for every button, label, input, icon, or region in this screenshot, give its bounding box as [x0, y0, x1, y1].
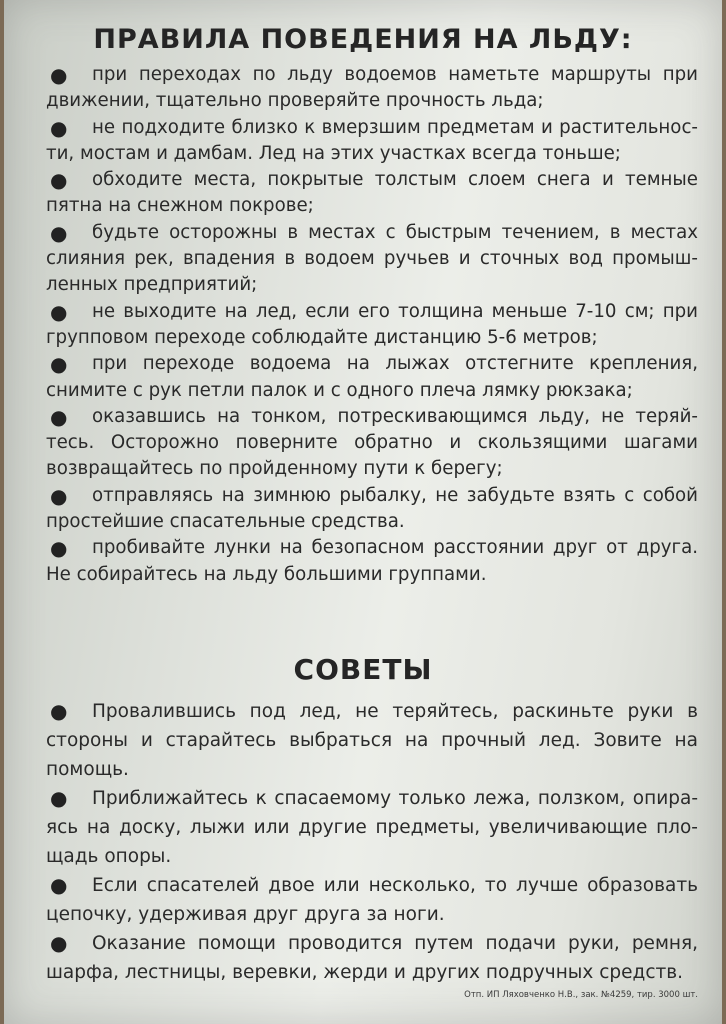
list-item	[46, 62, 698, 115]
rule-text: обходите места, покрытые толстым слоем снега и темные пятна на снежном покрове;	[46, 169, 698, 217]
rule-text: при переходе водоема на лыжах отстегните крепления, снимите с рук петли палок и с одного плеча лямку рюкзака;	[46, 353, 698, 401]
bullet-icon: ●	[50, 115, 68, 140]
bullet-icon: ●	[50, 352, 68, 377]
bullet-icon: ●	[50, 220, 68, 245]
list-item	[46, 115, 698, 168]
tips-list	[46, 697, 698, 987]
list-item	[46, 351, 698, 404]
bullet-icon: ●	[50, 931, 68, 955]
bullet-icon: ●	[50, 168, 68, 193]
rule-text: при переходах по льду водоемов наметьте маршруты при движении, тщательно проверяйте прочность льда;	[46, 64, 698, 112]
rule-text: пробивайте лунки на безопасном расстоянии друг от друга. Не собирайтесь на льду большими группами.	[46, 537, 698, 585]
list-item	[46, 784, 698, 871]
bullet-icon: ●	[50, 299, 68, 324]
bullet-icon: ●	[50, 699, 68, 723]
rules-title: ПРАВИЛА ПОВЕДЕНИЯ НА ЛЬДУ:	[93, 24, 633, 55]
rule-text: отправляясь на зимнюю рыбалку, не забудьте взять с собой простейшие спасательные средства.	[46, 484, 698, 533]
list-item	[46, 535, 698, 588]
tips-title: СОВЕТЫ	[293, 653, 433, 686]
list-item	[46, 697, 698, 784]
bullet-icon: ●	[50, 786, 68, 810]
rule-text: оказавшись на тонком, потрескивающимся льду, не теряй-тесь. Осторожно поверните обратно и скользящими шагами возвращайтесь по пройденному пути к берегу;	[46, 405, 698, 480]
list-item	[46, 404, 698, 483]
tip-text: Приближайтесь к спасаемому только лежа, ползком, опира-ясь на доску, лыжи или другие предметы, увеличивающие пло-щадь опоры.	[46, 788, 698, 867]
bullet-icon: ●	[50, 404, 68, 429]
list-item	[46, 220, 698, 299]
tip-text: Провалившись под лед, не теряйтесь, раскиньте руки в стороны и старайтесь выбраться на прочный лед. Зовите на помощь.	[46, 701, 698, 780]
tip-text: Если спасателей двое или несколько, то лучше образовать цепочку, удерживая друг друга за ноги.	[46, 875, 698, 925]
bullet-icon: ●	[50, 873, 68, 897]
list-item	[46, 167, 698, 220]
rules-list	[46, 62, 698, 588]
bullet-icon: ●	[50, 483, 68, 508]
list-item	[46, 929, 698, 987]
list-item	[46, 871, 698, 929]
rule-text: не подходите близко к вмерзшим предметам и растительнос-ти, мостам и дамбам. Лед на этих участках всегда тоньше;	[46, 116, 698, 164]
tip-text: Оказание помощи проводится путем подачи руки, ремня, шарфа, лестницы, веревки, жерди и других подручных средств.	[46, 933, 698, 983]
rule-text: не выходите на лед, если его толщина меньше 7-10 см; при групповом переходе соблюдайте дистанцию 5-6 метров;	[46, 300, 698, 348]
bullet-icon: ●	[50, 63, 68, 87]
list-item	[46, 299, 698, 352]
list-item	[46, 483, 698, 536]
printing-imprint: Отп. ИП Ляховченко Н.В., зак. №4259, тир. 3000 шт.	[464, 990, 698, 1000]
bullet-icon: ●	[50, 536, 68, 561]
rule-text: будьте осторожны в местах с быстрым течением, в местах слияния рек, впадения в водоем ручьев и сточных вод промыш-ленных предприятий;	[46, 221, 698, 296]
leaflet-sheet	[4, 0, 722, 1024]
